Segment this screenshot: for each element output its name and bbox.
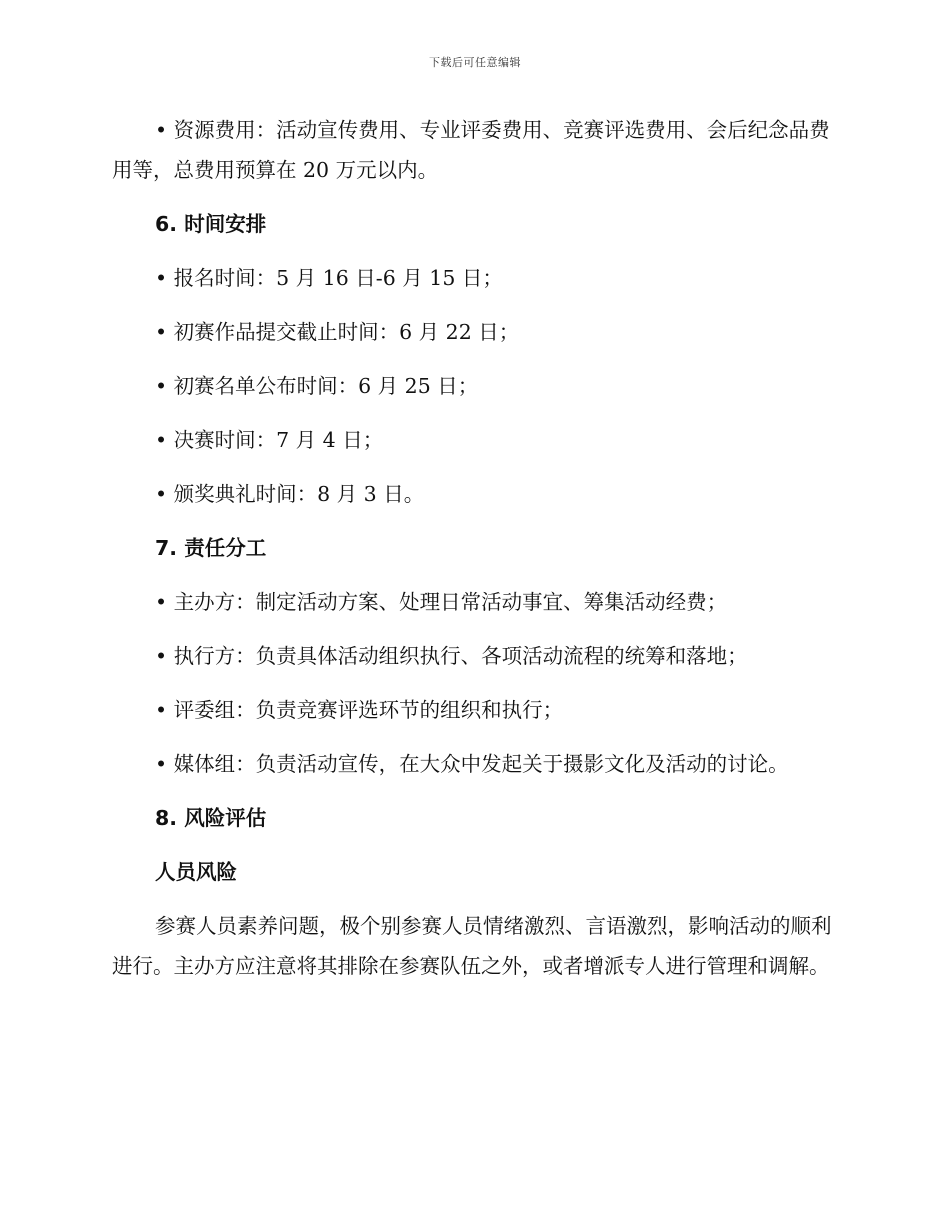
section-heading-responsibility: 7. 责任分工 xyxy=(155,536,267,560)
section-heading-risk: 8. 风险评估 xyxy=(155,806,267,830)
list-item: • 主办方：制定活动方案、处理日常活动事宜、筹集活动经费； xyxy=(155,590,728,614)
list-item: • 媒体组：负责活动宣传，在大众中发起关于摄影文化及活动的讨论。 xyxy=(155,752,789,776)
risk-paragraph: 参赛人员素养问题，极个别参赛人员情绪激烈、言语激烈，影响活动的顺利进行。主办方应注意将其排除在参赛队伍之外，或者增派专人进行管理和调解。 xyxy=(112,914,832,978)
section-heading-schedule: 6. 时间安排 xyxy=(155,212,267,236)
list-item: • 颁奖典礼时间：8 月 3 日。 xyxy=(155,482,425,506)
list-item: • 执行方：负责具体活动组织执行、各项活动流程的统筹和落地； xyxy=(155,644,748,668)
header-note: 下载后可任意编辑 xyxy=(429,56,521,69)
document-content xyxy=(112,110,834,986)
list-item: • 决赛时间：7 月 4 日； xyxy=(155,428,384,452)
list-item: • 初赛名单公布时间：6 月 25 日； xyxy=(155,374,479,398)
subheading-personnel-risk: 人员风险 xyxy=(155,860,237,884)
list-item: • 评委组：负责竞赛评选环节的组织和执行； xyxy=(155,698,564,722)
list-item: • 初赛作品提交截止时间：6 月 22 日； xyxy=(155,320,520,344)
list-item: • 报名时间：5 月 16 日-6 月 15 日； xyxy=(155,266,503,290)
resource-cost-item: • 资源费用：活动宣传费用、专业评委费用、竞赛评选费用、会后纪念品费用等，总费用预算在 20 万元以内。 xyxy=(112,118,830,182)
